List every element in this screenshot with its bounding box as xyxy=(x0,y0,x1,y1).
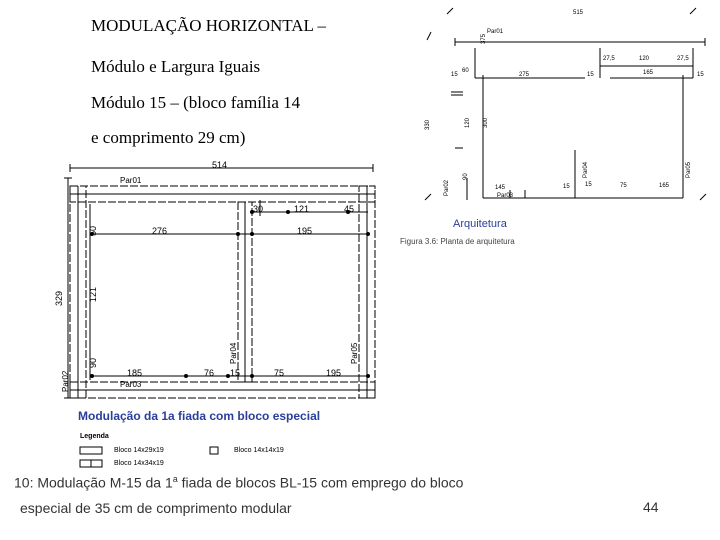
plan-dim-75: 75 xyxy=(274,368,285,378)
title-line-4: e comprimento 29 cm) xyxy=(91,128,246,147)
arch-caption: Figura 3.6: Planta de arquitetura xyxy=(400,237,515,246)
arch-wall-par05: Par05 xyxy=(686,161,692,178)
plan-wall-par04: Par04 xyxy=(229,342,238,364)
plan-dim-276: 276 xyxy=(152,226,168,236)
page-number: 44 xyxy=(643,499,659,515)
arch-dim-275c: 27,5 xyxy=(677,56,689,62)
architecture-plan-drawing xyxy=(415,0,720,250)
arch-wall-par04: Par04 xyxy=(583,161,589,178)
legend-swatch-1 xyxy=(80,447,102,454)
plan-wall-par02: Par02 xyxy=(61,370,70,392)
plan-title: Modulação da 1a fiada com bloco especial xyxy=(78,409,321,423)
arch-wall-par01: Par01 xyxy=(487,29,504,35)
legend-heading: Legenda xyxy=(80,433,109,440)
plan-wall-par05: Par05 xyxy=(350,342,359,364)
title-line-3: Módulo 15 – (bloco família 14 xyxy=(91,93,301,112)
plan-dim-329: 329 xyxy=(54,290,64,306)
title-line-2: Módulo e Largura Iguais xyxy=(91,57,261,76)
legend-item-1: Bloco 14x29x19 xyxy=(114,447,164,454)
arch-dim-60: 60 xyxy=(462,68,469,74)
plan-wall-par01: Par01 xyxy=(120,176,142,185)
arch-dim-275: 275 xyxy=(519,72,530,78)
legend-item-2: Bloco 14x34x19 xyxy=(114,460,164,467)
arch-dim-90: 90 xyxy=(463,173,469,180)
plan-dim-195b: 195 xyxy=(326,368,342,378)
arch-dim-120b: 120 xyxy=(465,117,471,128)
arch-dim-75: 75 xyxy=(620,183,627,189)
arch-dim-15c: 15 xyxy=(563,184,570,190)
arch-wall-par02: Par02 xyxy=(444,179,450,196)
plan-dim-76: 76 xyxy=(204,368,215,378)
plan-dim-50: 50 xyxy=(88,225,98,236)
legend-swatch-3 xyxy=(210,447,218,454)
arch-dim-375: 375 xyxy=(481,33,487,44)
arch-dim-165b: 165 xyxy=(659,183,670,189)
legend-item-3: Bloco 14x14x19 xyxy=(234,447,284,454)
arch-dim-15b: 15 xyxy=(587,72,594,78)
plan-dim-45: 45 xyxy=(344,204,355,214)
arch-dim-15d: 15 xyxy=(585,182,592,188)
arch-dim-15a: 15 xyxy=(451,72,458,78)
title-line-1: MODULAÇÃO HORIZONTAL – xyxy=(91,16,327,35)
plan-dim-total: 514 xyxy=(212,160,228,170)
arch-dim-275b: 27,5 xyxy=(603,56,615,62)
arch-wall-par03: Par03 xyxy=(497,193,514,199)
plan-dim-15: 15 xyxy=(230,368,241,378)
arch-label: Arquitetura xyxy=(453,218,507,230)
plan-dim-121: 121 xyxy=(294,204,310,214)
arch-dim-15e: 15 xyxy=(697,72,704,78)
plan-wall-par03: Par03 xyxy=(120,380,142,389)
plan-dim-30: 30 xyxy=(253,204,264,214)
arch-dim-total: 515 xyxy=(573,10,584,16)
arch-dim-300: 300 xyxy=(483,117,489,128)
arch-dim-330: 330 xyxy=(425,119,431,130)
plan-dim-185: 185 xyxy=(127,368,143,378)
modulation-plan-drawing xyxy=(48,160,393,410)
figure-caption-line-2: especial de 35 cm de comprimento modular xyxy=(20,500,292,516)
arch-dim-165: 165 xyxy=(643,70,654,76)
plan-dim-90: 90 xyxy=(88,357,98,368)
plan-dim-195: 195 xyxy=(297,226,313,236)
figure-caption-line-1: 10: Modulação M-15 da 1$^a$ fiada de blocos BL-15 com emprego do bloco xyxy=(14,474,464,491)
arch-dim-145: 145 xyxy=(495,185,506,191)
arch-dim-120: 120 xyxy=(639,56,650,62)
plan-dim-121b: 121 xyxy=(88,286,98,302)
